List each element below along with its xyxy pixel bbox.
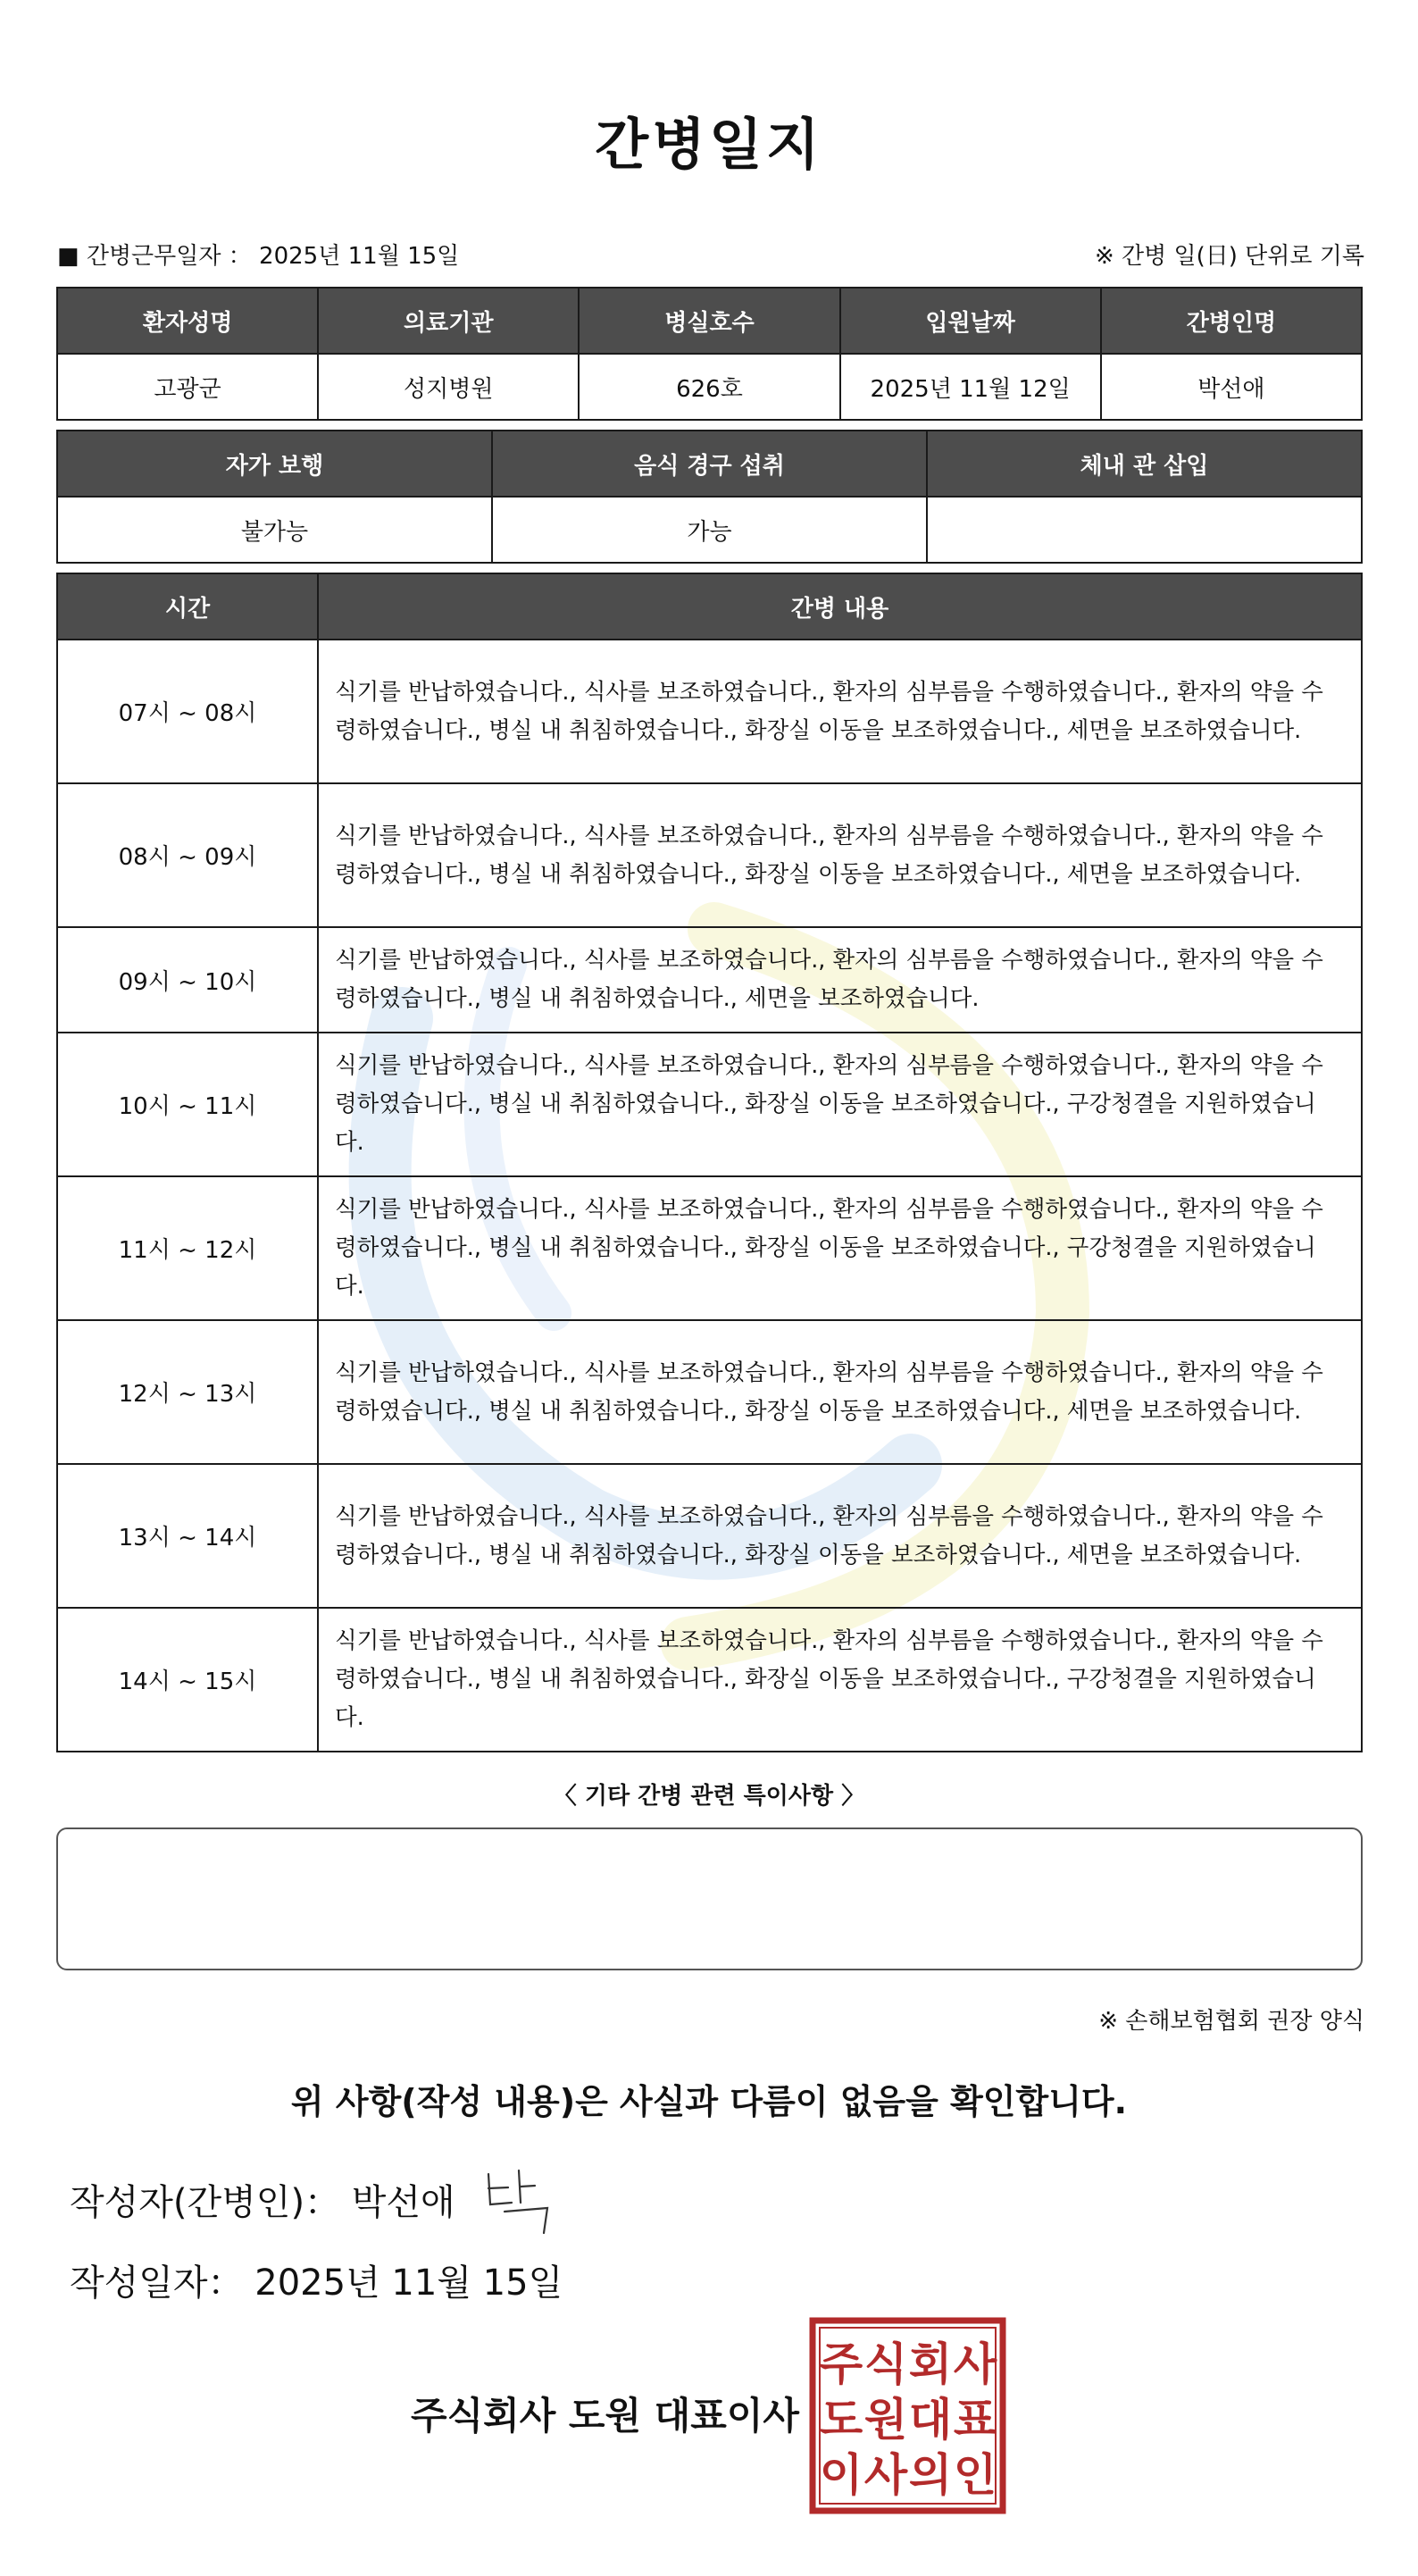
row-time: 10시 ~ 11시 bbox=[57, 1033, 318, 1176]
seal-char: 이 bbox=[819, 2449, 863, 2501]
care-log-table bbox=[56, 573, 1363, 1752]
row-time: 07시 ~ 08시 bbox=[57, 640, 318, 783]
header-patient-name: 환자성명 bbox=[57, 288, 318, 354]
table-row bbox=[57, 1464, 1362, 1608]
header-time: 시간 bbox=[57, 573, 318, 640]
row-content: 식기를 반납하였습니다., 식사를 보조하였습니다., 환자의 심부름을 수행하였습니다., 환자의 약을 수령하였습니다., 병실 내 취침하였습니다., 화장실 이동을 보조하였습니다., 세면을 보조하였습니다. bbox=[318, 783, 1362, 927]
oral-intake-status: 가능 bbox=[492, 497, 927, 563]
unit-note: ※ 간병 일(日) 단위로 기록 bbox=[1094, 243, 1364, 270]
table-row bbox=[57, 1608, 1362, 1752]
walking-status: 불가능 bbox=[57, 497, 492, 563]
table-row bbox=[57, 783, 1362, 927]
row-time: 14시 ~ 15시 bbox=[57, 1608, 318, 1752]
header-caregiver: 간병인명 bbox=[1101, 288, 1362, 354]
seal-char: 의 bbox=[908, 2449, 953, 2501]
seal-char: 대 bbox=[908, 2394, 953, 2446]
seal-char: 회 bbox=[908, 2338, 953, 2390]
recommendation-note: ※ 손해보험협회 권장 양식 bbox=[1098, 2008, 1364, 2035]
notes-title: 〈 기타 간병 관련 특이사항 〉 bbox=[553, 1783, 865, 1810]
admission-date: 2025년 11월 12일 bbox=[840, 354, 1101, 420]
seal-char: 원 bbox=[863, 2394, 908, 2446]
signature-image bbox=[478, 2158, 567, 2238]
caregiver-name: 박선애 bbox=[1101, 354, 1362, 420]
patient-name: 고광군 bbox=[57, 354, 318, 420]
header-admission-date: 입원날짜 bbox=[840, 288, 1101, 354]
header-tube: 체내 관 삽입 bbox=[927, 431, 1362, 497]
table-row bbox=[57, 1033, 1362, 1176]
table-row bbox=[57, 640, 1362, 783]
patient-status-table bbox=[56, 430, 1363, 564]
row-content: 식기를 반납하였습니다., 식사를 보조하였습니다., 환자의 심부름을 수행하였습니다., 환자의 약을 수령하였습니다., 병실 내 취침하였습니다., 화장실 이동을 보조하였습니다., 구강청결을 지원하였습니다. bbox=[318, 1033, 1362, 1176]
seal-char: 도 bbox=[819, 2394, 863, 2446]
table-row bbox=[57, 1176, 1362, 1320]
seal-char: 사 bbox=[953, 2338, 997, 2390]
row-time: 08시 ~ 09시 bbox=[57, 783, 318, 927]
company-seal-stamp bbox=[807, 2315, 1008, 2516]
row-content: 식기를 반납하였습니다., 식사를 보조하였습니다., 환자의 심부름을 수행하였습니다., 환자의 약을 수령하였습니다., 병실 내 취침하였습니다., 화장실 이동을 보조하였습니다., 구강청결을 지원하였습니다. bbox=[318, 1176, 1362, 1320]
tube-status bbox=[927, 497, 1362, 563]
row-content: 식기를 반납하였습니다., 식사를 보조하였습니다., 환자의 심부름을 수행하였습니다., 환자의 약을 수령하였습니다., 병실 내 취침하였습니다., 화장실 이동을 보조하였습니다., 세면을 보조하였습니다. bbox=[318, 1464, 1362, 1608]
seal-char: 주 bbox=[819, 2338, 863, 2390]
row-time: 11시 ~ 12시 bbox=[57, 1176, 318, 1320]
header-care-content: 간병 내용 bbox=[318, 573, 1362, 640]
write-date: 작성일자： 2025년 11월 15일 bbox=[70, 2262, 563, 2304]
row-content: 식기를 반납하였습니다., 식사를 보조하였습니다., 환자의 심부름을 수행하였습니다., 환자의 약을 수령하였습니다., 병실 내 취침하였습니다., 화장실 이동을 보조하였습니다., 구강청결을 지원하였습니다. bbox=[318, 1608, 1362, 1752]
row-time: 13시 ~ 14시 bbox=[57, 1464, 318, 1608]
seal-char: 사 bbox=[863, 2449, 908, 2501]
notes-box[interactable] bbox=[56, 1827, 1363, 1970]
writer-line: 작성자(간병인)： 박선애 bbox=[70, 2182, 455, 2223]
page-title: 간병일지 bbox=[595, 112, 823, 177]
header-oral-intake: 음식 경구 섭취 bbox=[492, 431, 927, 497]
company-ceo: 주식회사 도원 대표이사 bbox=[411, 2394, 799, 2438]
patient-info-table bbox=[56, 287, 1363, 421]
seal-char: 표 bbox=[953, 2394, 997, 2446]
room-number: 626호 bbox=[579, 354, 839, 420]
header-walking: 자가 보행 bbox=[57, 431, 492, 497]
table-row bbox=[57, 927, 1362, 1033]
row-content: 식기를 반납하였습니다., 식사를 보조하였습니다., 환자의 심부름을 수행하였습니다., 환자의 약을 수령하였습니다., 병실 내 취침하였습니다., 화장실 이동을 보조하였습니다., 세면을 보조하였습니다. bbox=[318, 1320, 1362, 1464]
work-date: ■ 간병근무일자 ： 2025년 11월 15일 bbox=[57, 243, 460, 270]
hospital-name: 성지병원 bbox=[318, 354, 579, 420]
confirmation-statement: 위 사항(작성 내용)은 사실과 다름이 없음을 확인합니다. bbox=[290, 2082, 1128, 2121]
seal-char: 식 bbox=[863, 2338, 908, 2390]
seal-char: 인 bbox=[953, 2449, 997, 2501]
row-time: 12시 ~ 13시 bbox=[57, 1320, 318, 1464]
row-content: 식기를 반납하였습니다., 식사를 보조하였습니다., 환자의 심부름을 수행하였습니다., 환자의 약을 수령하였습니다., 병실 내 취침하였습니다., 세면을 보조하였습니다. bbox=[318, 927, 1362, 1033]
row-time: 09시 ~ 10시 bbox=[57, 927, 318, 1033]
row-content: 식기를 반납하였습니다., 식사를 보조하였습니다., 환자의 심부름을 수행하였습니다., 환자의 약을 수령하였습니다., 병실 내 취침하였습니다., 화장실 이동을 보조하였습니다., 세면을 보조하였습니다. bbox=[318, 640, 1362, 783]
header-hospital: 의료기관 bbox=[318, 288, 579, 354]
table-row bbox=[57, 1320, 1362, 1464]
header-room: 병실호수 bbox=[579, 288, 839, 354]
